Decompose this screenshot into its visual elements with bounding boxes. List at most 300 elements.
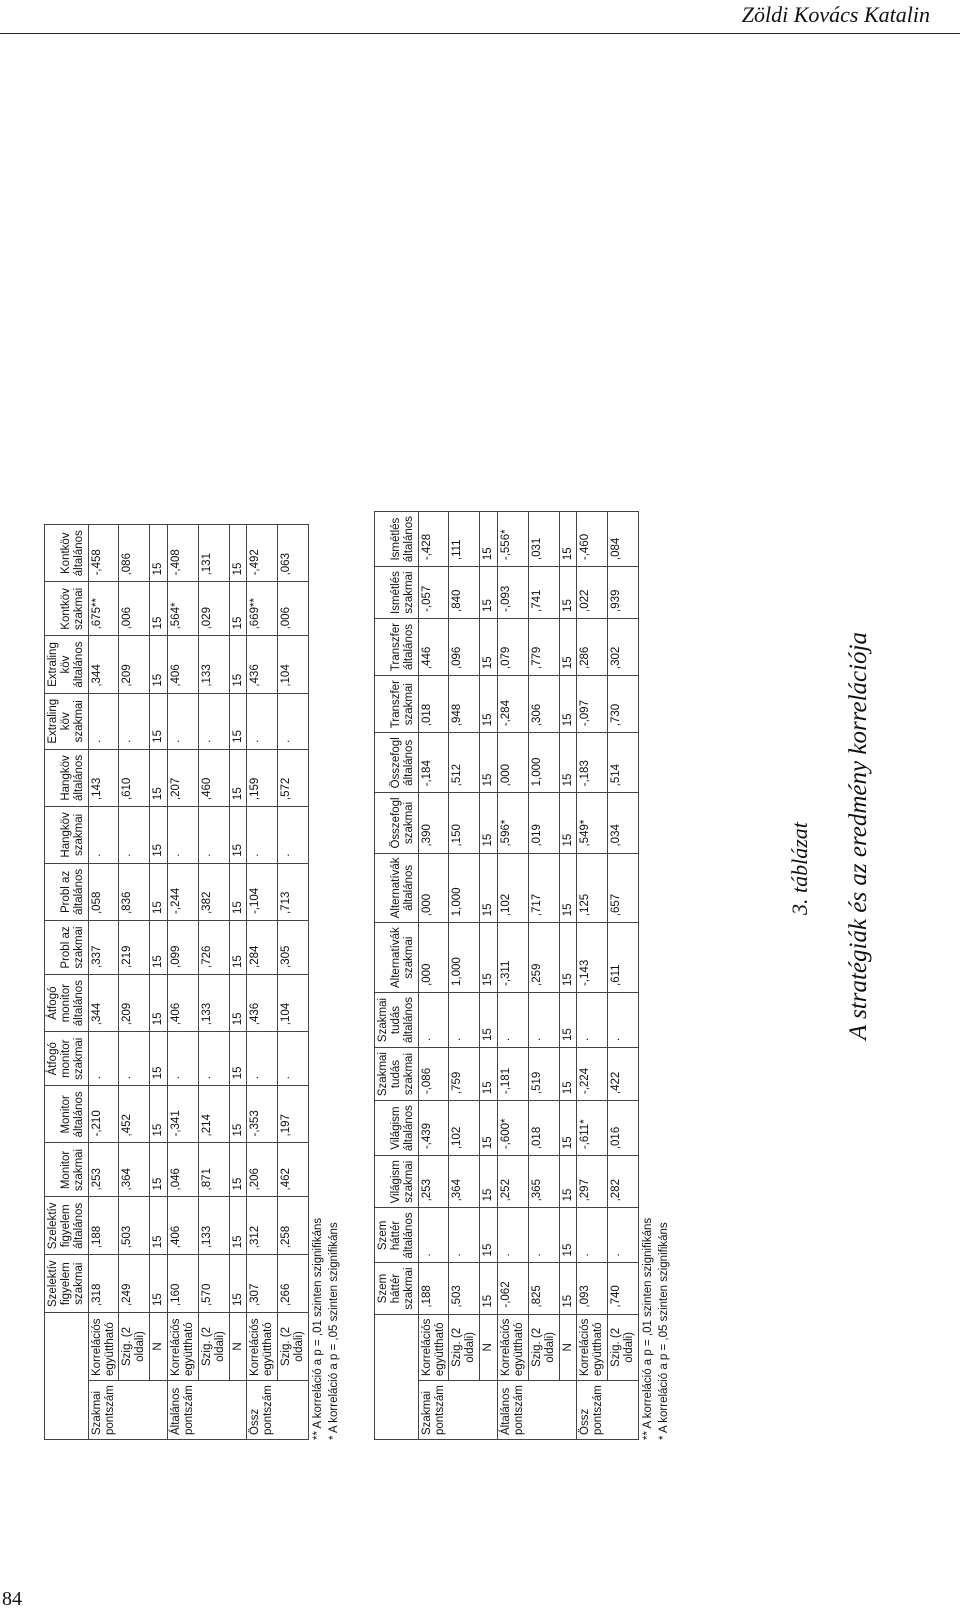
table-cell: -,311 — [498, 923, 529, 993]
header-corner-cell — [45, 1313, 89, 1440]
table-cell: 15 — [480, 992, 498, 1047]
statistic-label: N — [229, 1313, 247, 1381]
header-corner-cell — [375, 1314, 419, 1439]
table-row — [577, 512, 608, 1440]
table-cell: 15 — [229, 974, 247, 1031]
table-cell: -,244 — [168, 863, 199, 920]
table-cell: -,341 — [168, 1086, 199, 1143]
table-cell: ,214 — [198, 1086, 229, 1143]
table-cell: . — [168, 807, 199, 864]
table-cell: -,284 — [498, 676, 529, 733]
table-cell: -,439 — [418, 1101, 449, 1156]
table-cell: ,102 — [449, 1101, 480, 1156]
table-cell: 1,000 — [449, 923, 480, 993]
table-cell: ,063 — [278, 525, 309, 582]
table-cell: . — [119, 693, 150, 749]
table-cell: . — [278, 807, 309, 864]
table-cell: ,219 — [119, 921, 150, 975]
table-cell: ,022 — [577, 567, 608, 619]
table-cell: . — [247, 1032, 278, 1086]
table-row — [119, 525, 150, 1440]
table-cell: . — [119, 807, 150, 864]
table-1-note-01: ** A korreláció a p = ,01 szinten szignifikáns — [311, 1217, 324, 1440]
table-cell: . — [608, 992, 639, 1047]
table-cell: -,353 — [247, 1086, 278, 1143]
table-cell: . — [449, 1208, 480, 1263]
column-header: Összefogl szakmai — [375, 793, 419, 853]
table-cell: ,093 — [577, 1263, 608, 1314]
table-cell: ,730 — [608, 676, 639, 733]
table-cell: ,939 — [608, 567, 639, 619]
table-cell: ,422 — [608, 1048, 639, 1101]
table-cell: ,948 — [449, 676, 480, 733]
column-header: Alternatívák szakmai — [375, 923, 419, 993]
table-cell: 15 — [150, 1032, 168, 1086]
table-cell: ,572 — [278, 749, 309, 806]
table-cell: 15 — [480, 793, 498, 853]
table-cell: -,181 — [498, 1048, 529, 1101]
table-cell: 15 — [480, 923, 498, 993]
table-cell: 15 — [480, 618, 498, 675]
table-cell: ,000 — [418, 853, 449, 923]
table-cell: 15 — [229, 1032, 247, 1086]
table-cell: -,428 — [418, 512, 449, 567]
table-row — [480, 512, 498, 1440]
table-cell: ,086 — [119, 525, 150, 582]
column-header: Extraling köv szakmai — [45, 693, 89, 749]
column-header: Szakmai tudás szakmai — [375, 1048, 419, 1101]
table-cell: ,019 — [528, 793, 559, 853]
table-cell: ,207 — [168, 749, 199, 806]
table-cell: -,183 — [577, 733, 608, 793]
table-cell: . — [88, 1032, 119, 1086]
table-row — [229, 525, 247, 1440]
table-cell: ,259 — [528, 923, 559, 993]
table-cell: ,446 — [418, 618, 449, 675]
table-cell: -,086 — [418, 1048, 449, 1101]
table-cell: ,302 — [608, 618, 639, 675]
table-cell: -,210 — [88, 1086, 119, 1143]
table-cell: 15 — [559, 1048, 577, 1101]
table-cell: ,382 — [198, 863, 229, 920]
table-cell: ,596* — [498, 793, 529, 853]
table-cell: ,188 — [88, 1197, 119, 1255]
table-cell: 15 — [150, 1197, 168, 1255]
table-cell: 15 — [559, 1156, 577, 1208]
statistic-label: Korrelációs együttható — [88, 1313, 119, 1381]
row-group-label: Szakmai pontszám — [88, 1380, 167, 1439]
statistic-label: Korrelációs együttható — [577, 1314, 608, 1381]
table-cell: 15 — [150, 693, 168, 749]
table-cell: ,344 — [88, 974, 119, 1031]
table-cell: ,519 — [528, 1048, 559, 1101]
table-cell: -,224 — [577, 1048, 608, 1101]
correlation-table-2 — [374, 511, 639, 1440]
correlation-table-1 — [44, 524, 309, 1440]
column-header: Hangköv általános — [45, 749, 89, 806]
statistic-label: Szig. (2 oldali) — [278, 1313, 309, 1381]
column-header: Szelektív figyelem szakmai — [45, 1255, 89, 1313]
table-row — [88, 525, 119, 1440]
table-cell: ,713 — [278, 863, 309, 920]
statistic-label: Korrelációs együttható — [498, 1314, 529, 1381]
table-cell: ,514 — [608, 733, 639, 793]
table-cell: . — [119, 1032, 150, 1086]
running-head-author: Zöldi Kovács Katalin — [741, 2, 930, 27]
table-cell: 15 — [480, 676, 498, 733]
table-cell: ,197 — [278, 1086, 309, 1143]
table-cell: ,253 — [418, 1156, 449, 1208]
table-cell: ,018 — [528, 1101, 559, 1156]
table-cell: ,740 — [608, 1263, 639, 1314]
table-1-note-05: * A korreláció a p = ,05 szinten szignifikáns — [328, 1222, 341, 1440]
column-header: Probl az általános — [45, 863, 89, 920]
table-cell: ,104 — [278, 636, 309, 693]
table-row — [150, 525, 168, 1440]
table-cell: ,209 — [119, 974, 150, 1031]
table-cell: ,364 — [449, 1156, 480, 1208]
table-cell: ,390 — [418, 793, 449, 853]
table-cell: ,266 — [278, 1255, 309, 1313]
table-row — [528, 512, 559, 1440]
table-cell: 15 — [150, 1086, 168, 1143]
table-row — [608, 512, 639, 1440]
table-cell: . — [577, 992, 608, 1047]
table-cell: -,600* — [498, 1101, 529, 1156]
column-header: Szakmai tudás általános — [375, 992, 419, 1047]
table-row — [498, 512, 529, 1440]
table-cell: ,669** — [247, 582, 278, 636]
table-cell: 15 — [559, 1263, 577, 1314]
table-cell: -,458 — [88, 525, 119, 582]
table-cell: . — [88, 807, 119, 864]
table-cell: ,657 — [608, 853, 639, 923]
statistic-label: N — [559, 1314, 577, 1381]
table-cell: . — [498, 992, 529, 1047]
table-cell: ,460 — [198, 749, 229, 806]
statistic-label: Korrelációs együttható — [168, 1313, 199, 1381]
table-cell: ,018 — [418, 676, 449, 733]
table-cell: ,143 — [88, 749, 119, 806]
table-cell: -,104 — [247, 863, 278, 920]
correlation-table-2-block — [374, 511, 671, 1440]
table-cell: ,206 — [247, 1143, 278, 1197]
table-cell: 15 — [229, 863, 247, 920]
table-cell: 15 — [559, 567, 577, 619]
table-cell: . — [528, 992, 559, 1047]
table-cell: 15 — [150, 749, 168, 806]
table-row — [449, 512, 480, 1440]
table-cell: ,286 — [577, 618, 608, 675]
table-cell: ,365 — [528, 1156, 559, 1208]
table-cell: ,462 — [278, 1143, 309, 1197]
table-cell: 15 — [229, 749, 247, 806]
table-cell: 15 — [559, 793, 577, 853]
table-cell: 15 — [150, 863, 168, 920]
table-cell: ,312 — [247, 1197, 278, 1255]
table-cell: ,406 — [168, 1197, 199, 1255]
table-cell: 15 — [229, 807, 247, 864]
table-cell: ,249 — [119, 1255, 150, 1313]
table-cell: ,031 — [528, 512, 559, 567]
table-row — [278, 525, 309, 1440]
table-cell: ,159 — [247, 749, 278, 806]
table-cell: ,160 — [168, 1255, 199, 1313]
table-cell: ,564* — [168, 582, 199, 636]
table-cell: ,570 — [198, 1255, 229, 1313]
column-header: Probl az szakmai — [45, 921, 89, 975]
table-cell: 15 — [559, 733, 577, 793]
table-cell: 15 — [229, 636, 247, 693]
table-cell: ,871 — [198, 1143, 229, 1197]
column-header: Szem háttér szakmai — [375, 1263, 419, 1314]
table-cell: ,006 — [119, 582, 150, 636]
table-cell: ,406 — [168, 636, 199, 693]
row-group-label: Össz pontszám — [577, 1381, 639, 1440]
table-cell: . — [528, 1208, 559, 1263]
row-group-label: Szakmai pontszám — [418, 1381, 497, 1440]
table-cell: ,741 — [528, 567, 559, 619]
table-cell: . — [418, 992, 449, 1047]
statistic-label: N — [480, 1314, 498, 1381]
table-cell: 15 — [150, 1255, 168, 1313]
row-group-label: Általános pontszám — [168, 1380, 247, 1439]
table-cell: ,253 — [88, 1143, 119, 1197]
table-cell: ,006 — [278, 582, 309, 636]
column-header: Kontköv szakmai — [45, 582, 89, 636]
table-cell: 15 — [559, 1208, 577, 1263]
table-cell: 15 — [150, 807, 168, 864]
table-2-note-05: * A korreláció a p = ,05 szinten szignifikáns — [658, 1222, 671, 1440]
table-cell: -,460 — [577, 512, 608, 567]
table-row — [559, 512, 577, 1440]
column-header: Szem háttér általános — [375, 1208, 419, 1263]
table-cell: 15 — [229, 1255, 247, 1313]
statistic-label: Szig. (2 oldali) — [119, 1313, 150, 1381]
table-row — [247, 525, 278, 1440]
table-cell: . — [418, 1208, 449, 1263]
table-cell: 15 — [559, 676, 577, 733]
table-cell: ,717 — [528, 853, 559, 923]
statistic-label: Szig. (2 oldali) — [198, 1313, 229, 1381]
table-cell: ,759 — [449, 1048, 480, 1101]
table-cell: 15 — [150, 582, 168, 636]
table-cell: ,133 — [198, 636, 229, 693]
table-cell: ,306 — [528, 676, 559, 733]
table-caption-title: A stratégiák és az eredmény korrelációja — [845, 631, 872, 1040]
table-cell: 15 — [480, 733, 498, 793]
table-cell: ,029 — [198, 582, 229, 636]
column-header: Ismétlés szakmai — [375, 567, 419, 619]
table-cell: ,825 — [528, 1263, 559, 1314]
table-cell: 15 — [480, 1208, 498, 1263]
table-cell: . — [198, 807, 229, 864]
table-cell: ,611 — [608, 923, 639, 993]
column-header: Összefogl általános — [375, 733, 419, 793]
header-rule — [0, 33, 960, 34]
table-cell: 15 — [229, 525, 247, 582]
table-cell: 15 — [559, 1101, 577, 1156]
table-cell: 15 — [480, 1101, 498, 1156]
table-cell: ,337 — [88, 921, 119, 975]
column-header: Ismétlés általános — [375, 512, 419, 567]
column-header: Kontköv általános — [45, 525, 89, 582]
column-header: Transzfer szakmai — [375, 676, 419, 733]
table-cell: ,726 — [198, 921, 229, 975]
table-cell: -,062 — [498, 1263, 529, 1314]
table-cell: . — [168, 693, 199, 749]
table-cell: ,840 — [449, 567, 480, 619]
statistic-label: Szig. (2 oldali) — [449, 1314, 480, 1381]
table-cell: -,556* — [498, 512, 529, 567]
table-cell: . — [198, 1032, 229, 1086]
table-cell: 15 — [480, 1263, 498, 1314]
table-cell: ,104 — [278, 974, 309, 1031]
table-cell: ,133 — [198, 974, 229, 1031]
statistic-label: N — [150, 1313, 168, 1381]
table-cell: ,058 — [88, 863, 119, 920]
table-cell: ,675** — [88, 582, 119, 636]
column-header: Hangköv szakmai — [45, 807, 89, 864]
column-header: Monitor általános — [45, 1086, 89, 1143]
table-cell: 15 — [229, 921, 247, 975]
table-cell: ,258 — [278, 1197, 309, 1255]
table-row — [418, 512, 449, 1440]
table-cell: 15 — [150, 525, 168, 582]
table-cell: -,408 — [168, 525, 199, 582]
table-cell: ,436 — [247, 974, 278, 1031]
table-cell: 15 — [229, 1197, 247, 1255]
table-2-note-01: ** A korreláció a p = ,01 szinten szignifikáns — [641, 1217, 654, 1440]
table-cell: ,284 — [247, 921, 278, 975]
statistic-label: Szig. (2 oldali) — [528, 1314, 559, 1381]
table-cell: ,436 — [247, 636, 278, 693]
table-header-row — [375, 512, 419, 1440]
table-cell: ,610 — [119, 749, 150, 806]
table-cell: ,096 — [449, 618, 480, 675]
column-header: Átfogó monitor szakmai — [45, 1032, 89, 1086]
table-cell: ,102 — [498, 853, 529, 923]
column-header: Világism szakmai — [375, 1156, 419, 1208]
row-group-label: Általános pontszám — [498, 1381, 577, 1440]
table-cell: 15 — [480, 1156, 498, 1208]
table-cell: 15 — [150, 921, 168, 975]
column-header: Extraling köv általános — [45, 636, 89, 693]
table-cell: ,252 — [498, 1156, 529, 1208]
column-header: Világism általános — [375, 1101, 419, 1156]
table-cell: 15 — [480, 512, 498, 567]
table-cell: ,364 — [119, 1143, 150, 1197]
table-cell: ,282 — [608, 1156, 639, 1208]
table-cell: . — [278, 693, 309, 749]
table-cell: ,133 — [198, 1197, 229, 1255]
table-cell: ,046 — [168, 1143, 199, 1197]
table-cell: 15 — [559, 992, 577, 1047]
table-row — [198, 525, 229, 1440]
table-cell: ,452 — [119, 1086, 150, 1143]
table-cell: ,125 — [577, 853, 608, 923]
table-cell: . — [88, 693, 119, 749]
table-cell: 15 — [480, 1048, 498, 1101]
table-cell: -,492 — [247, 525, 278, 582]
table-cell: ,503 — [449, 1263, 480, 1314]
table-cell: ,779 — [528, 618, 559, 675]
table-cell: ,084 — [608, 512, 639, 567]
table-cell: 15 — [559, 923, 577, 993]
column-header: Átfogó monitor általános — [45, 974, 89, 1031]
table-cell: ,209 — [119, 636, 150, 693]
table-cell: . — [278, 1032, 309, 1086]
table-row — [168, 525, 199, 1440]
table-cell: -,093 — [498, 567, 529, 619]
page-number: 84 — [2, 1588, 22, 1610]
table-cell: . — [449, 992, 480, 1047]
statistic-label: Szig. (2 oldali) — [608, 1314, 639, 1381]
table-cell: . — [498, 1208, 529, 1263]
column-header: Transzfer általános — [375, 618, 419, 675]
table-cell: ,111 — [449, 512, 480, 567]
table-cell: . — [198, 693, 229, 749]
table-cell: ,131 — [198, 525, 229, 582]
table-cell: . — [577, 1208, 608, 1263]
row-group-label: Össz pontszám — [247, 1380, 309, 1439]
table-cell: 15 — [229, 693, 247, 749]
table-cell: ,188 — [418, 1263, 449, 1314]
table-cell: ,000 — [498, 733, 529, 793]
table-cell: 15 — [559, 853, 577, 923]
table-caption-label: 3. táblázat — [787, 822, 812, 915]
table-cell: ,305 — [278, 921, 309, 975]
table-cell: 15 — [480, 567, 498, 619]
table-cell: -,611* — [577, 1101, 608, 1156]
table-cell: ,034 — [608, 793, 639, 853]
table-cell: -,184 — [418, 733, 449, 793]
table-cell: . — [168, 1032, 199, 1086]
correlation-table-1-block — [44, 524, 341, 1440]
table-cell: 1,000 — [528, 733, 559, 793]
table-cell: ,406 — [168, 974, 199, 1031]
table-cell: ,512 — [449, 733, 480, 793]
table-cell: ,150 — [449, 793, 480, 853]
table-cell: 15 — [559, 512, 577, 567]
table-cell: -,097 — [577, 676, 608, 733]
column-header: Szelektív figyelem általános — [45, 1197, 89, 1255]
table-cell: ,836 — [119, 863, 150, 920]
table-cell: ,318 — [88, 1255, 119, 1313]
table-cell: ,503 — [119, 1197, 150, 1255]
table-cell: ,099 — [168, 921, 199, 975]
table-cell: ,000 — [418, 923, 449, 993]
table-cell: 15 — [229, 1143, 247, 1197]
table-cell: -,143 — [577, 923, 608, 993]
table-cell: 15 — [480, 853, 498, 923]
table-cell: 1,000 — [449, 853, 480, 923]
table-cell: -,057 — [418, 567, 449, 619]
table-cell: ,016 — [608, 1101, 639, 1156]
statistic-label: Korrelációs együttható — [418, 1314, 449, 1381]
table-cell: . — [247, 693, 278, 749]
statistic-label: Korrelációs együttható — [247, 1313, 278, 1381]
column-header: Monitor szakmai — [45, 1143, 89, 1197]
table-cell: ,344 — [88, 636, 119, 693]
table-cell: 15 — [150, 636, 168, 693]
table-cell: 15 — [559, 618, 577, 675]
table-cell: ,297 — [577, 1156, 608, 1208]
column-header: Alternatívák általános — [375, 853, 419, 923]
table-cell: . — [608, 1208, 639, 1263]
table-cell: ,549* — [577, 793, 608, 853]
table-header-row — [45, 525, 89, 1440]
